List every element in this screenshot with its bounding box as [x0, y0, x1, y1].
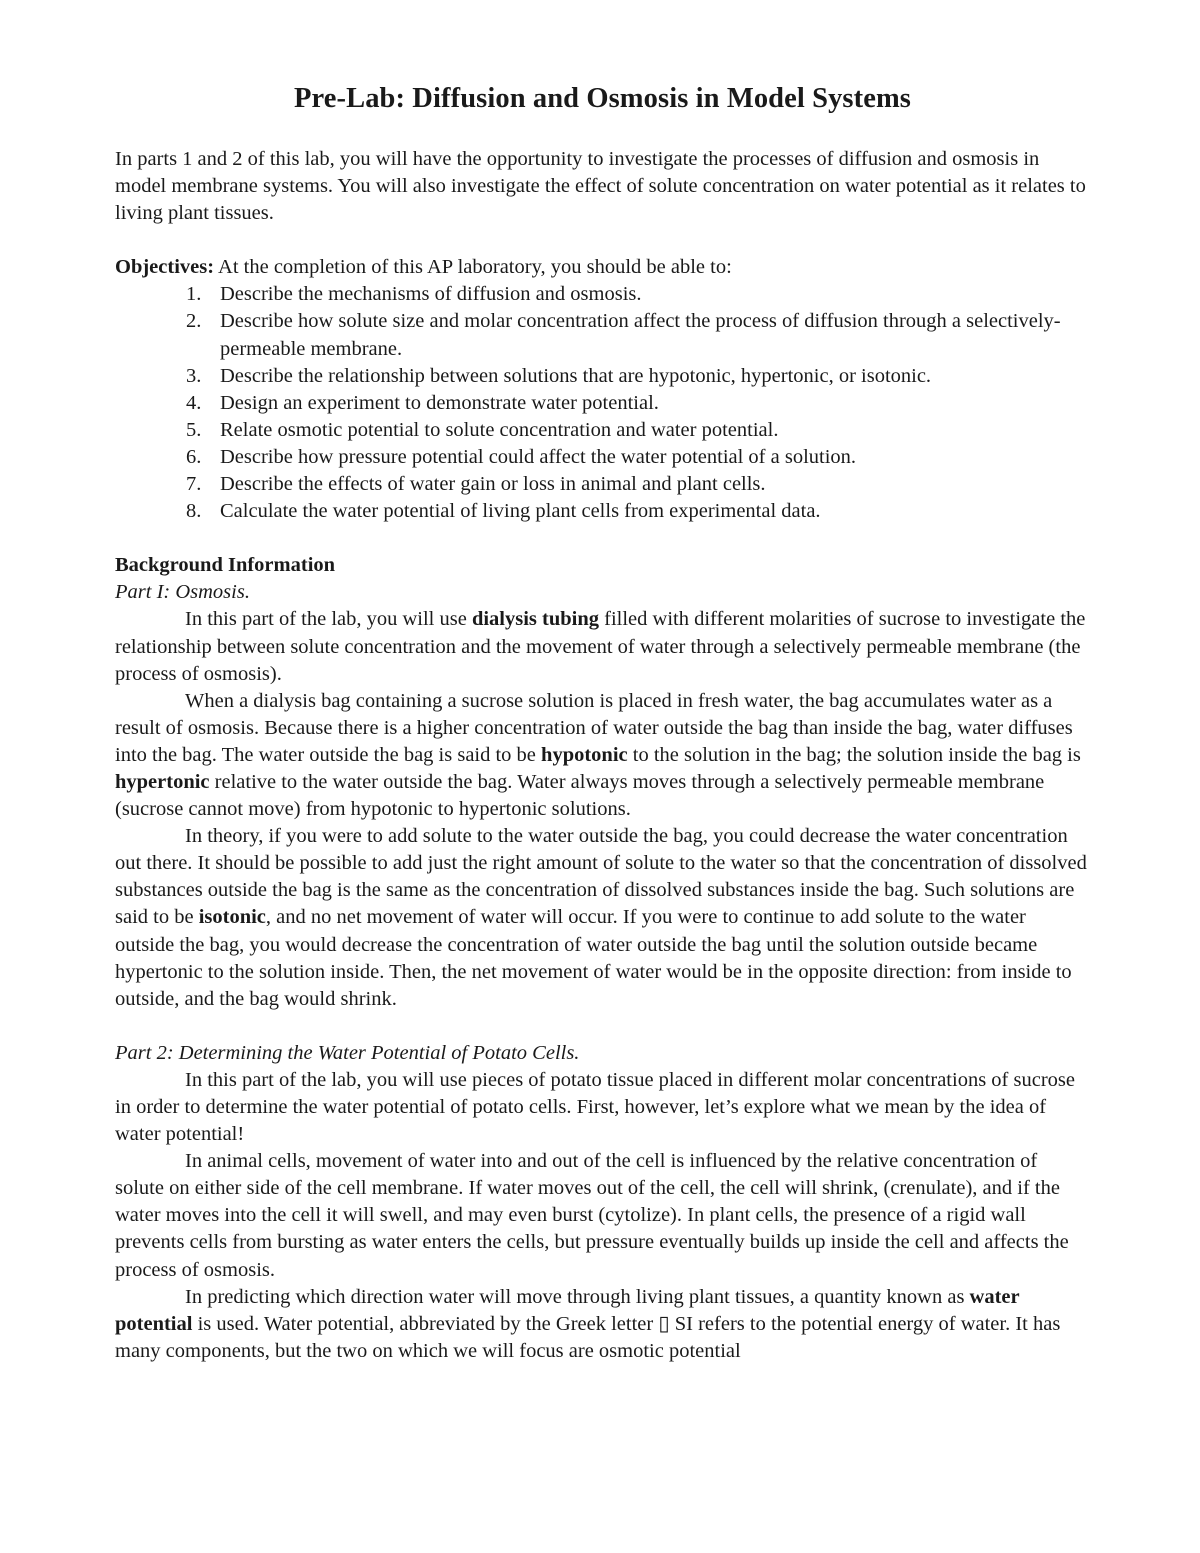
objective-item	[115, 498, 1090, 525]
part2-paragraph-2: In animal cells, movement of water into and out of the cell is influenced by the relative concentration of solute on either side of the cell membrane. If water moves out of the cell, the cell will shrink, (crenulate), and if the water moves into the cell it will swell, and may even burst (cytolize). In plant cells, the presence of a rigid wall prevents cells from bursting as water enters the cells, but pressure eventually builds up inside the cell and affects the process of osmosis.	[115, 1150, 1069, 1281]
objective-number: 5.	[186, 418, 202, 441]
objective-number: 6.	[186, 445, 202, 468]
part1-heading: Part I: Osmosis.	[115, 581, 250, 604]
objective-text: Describe how pressure potential could affect the water potential of a solution.	[220, 445, 857, 468]
objectives-intro	[115, 254, 1090, 281]
part2-paragraph-1: In this part of the lab, you will use pieces of potato tissue placed in different molar concentrations of sucrose in order to determine the water potential of potato cells. First, however, let’s explore what we mean by the idea of water potential!	[115, 1068, 1075, 1146]
objective-number: 8.	[186, 500, 202, 523]
text-run: When a dialysis bag containing a sucrose solution is placed in fresh water, the bag accumulates water as a result of osmosis. Because there is a higher concentration of water outside the bag than inside the bag, water diffuses into the bag. The water outside the bag is said to be	[115, 689, 1073, 766]
objective-number: 7.	[186, 473, 202, 496]
objective-text: Calculate the water potential of living plant cells from experimental data.	[220, 500, 821, 523]
part2-paragraph-3	[115, 1284, 1090, 1365]
objective-item	[115, 281, 1090, 308]
objective-number: 2.	[186, 310, 202, 333]
document-body	[115, 82, 1090, 1365]
objective-text: Describe the mechanisms of diffusion and osmosis.	[220, 283, 642, 306]
objective-item	[115, 444, 1090, 471]
term-isotonic: isotonic	[198, 906, 266, 929]
objective-text: Relate osmotic potential to solute concentration and water potential.	[220, 418, 779, 441]
objective-item	[115, 363, 1090, 390]
objective-text: Design an experiment to demonstrate water potential.	[220, 391, 659, 414]
part1-paragraph-2	[115, 688, 1090, 823]
objective-item	[115, 417, 1090, 444]
objective-text: Describe how solute size and molar concentration affect the process of diffusion through a selectively-permeable membrane.	[220, 310, 1061, 360]
text-run: , and no net movement of water will occur. If you were to continue to add solute to the water outside the bag, you would decrease the concentration of water outside the bag until the solution outside became hypertonic to the solution inside. Then, the net movement of water would be in the opposite direction: from inside to outside, and the bag would shrink.	[115, 906, 1072, 1010]
objective-item	[115, 390, 1090, 417]
text-run: In predicting which direction water will move through living plant tissues, a quantity known as	[185, 1285, 970, 1308]
term-dialysis-tubing: dialysis tubing	[471, 608, 599, 631]
objective-number: 3.	[186, 364, 202, 387]
part1-paragraph-3	[115, 823, 1090, 1013]
text-run: to the solution in the bag; the solution inside the bag is	[627, 743, 1081, 766]
text-run: is used. Water potential, abbreviated by the Greek letter ▯ SI refers to the potential energy of water. It has many components, but the two on which we will focus are osmotic potential	[115, 1312, 1061, 1362]
objective-number: 4.	[186, 391, 202, 414]
objectives-label: Objectives:	[115, 256, 215, 279]
part1-paragraph-1	[115, 606, 1090, 687]
text-run: filled with different molarities of sucrose to investigate the relationship between solute concentration and the movement of water through a selectively permeable membrane (the process of osmosis).	[115, 608, 1086, 685]
part2-heading: Part 2: Determining the Water Potential of Potato Cells.	[115, 1041, 580, 1064]
objectives-list	[115, 281, 1090, 525]
text-run: relative to the water outside the bag. Water always moves through a selectively permeable membrane (sucrose cannot move) from hypotonic to hypertonic solutions.	[115, 770, 1045, 821]
intro-paragraph: In parts 1 and 2 of this lab, you will have the opportunity to investigate the processes of diffusion and osmosis in model membrane systems. You will also investigate the effect of solute concentration on water potential as it relates to living plant tissues.	[115, 148, 1086, 225]
background-heading: Background Information	[115, 554, 336, 577]
term-hypotonic: hypotonic	[541, 743, 628, 766]
objective-item	[115, 471, 1090, 498]
objective-text: Describe the effects of water gain or loss in animal and plant cells.	[220, 473, 766, 496]
objective-number: 1.	[186, 283, 202, 306]
objective-text: Describe the relationship between solutions that are hypotonic, hypertonic, or isotonic.	[220, 364, 932, 387]
term-hypertonic: hypertonic	[115, 770, 210, 793]
term-water-potential: water potential	[115, 1285, 1020, 1335]
text-run: In theory, if you were to add solute to the water outside the bag, you could decrease the water concentration out there. It should be possible to add just the right amount of solute to the water so that the concentration of dissolved substances outside the bag is the same as the concentration of dissolved substances inside the bag. Such solutions are said to be	[115, 825, 1087, 929]
page-title: Pre-Lab: Diffusion and Osmosis in Model Systems	[294, 83, 911, 114]
objectives-lead: At the completion of this AP laboratory, you should be able to:	[214, 256, 732, 279]
text-run: In this part of the lab, you will use	[185, 608, 472, 631]
objective-item	[115, 308, 1090, 362]
